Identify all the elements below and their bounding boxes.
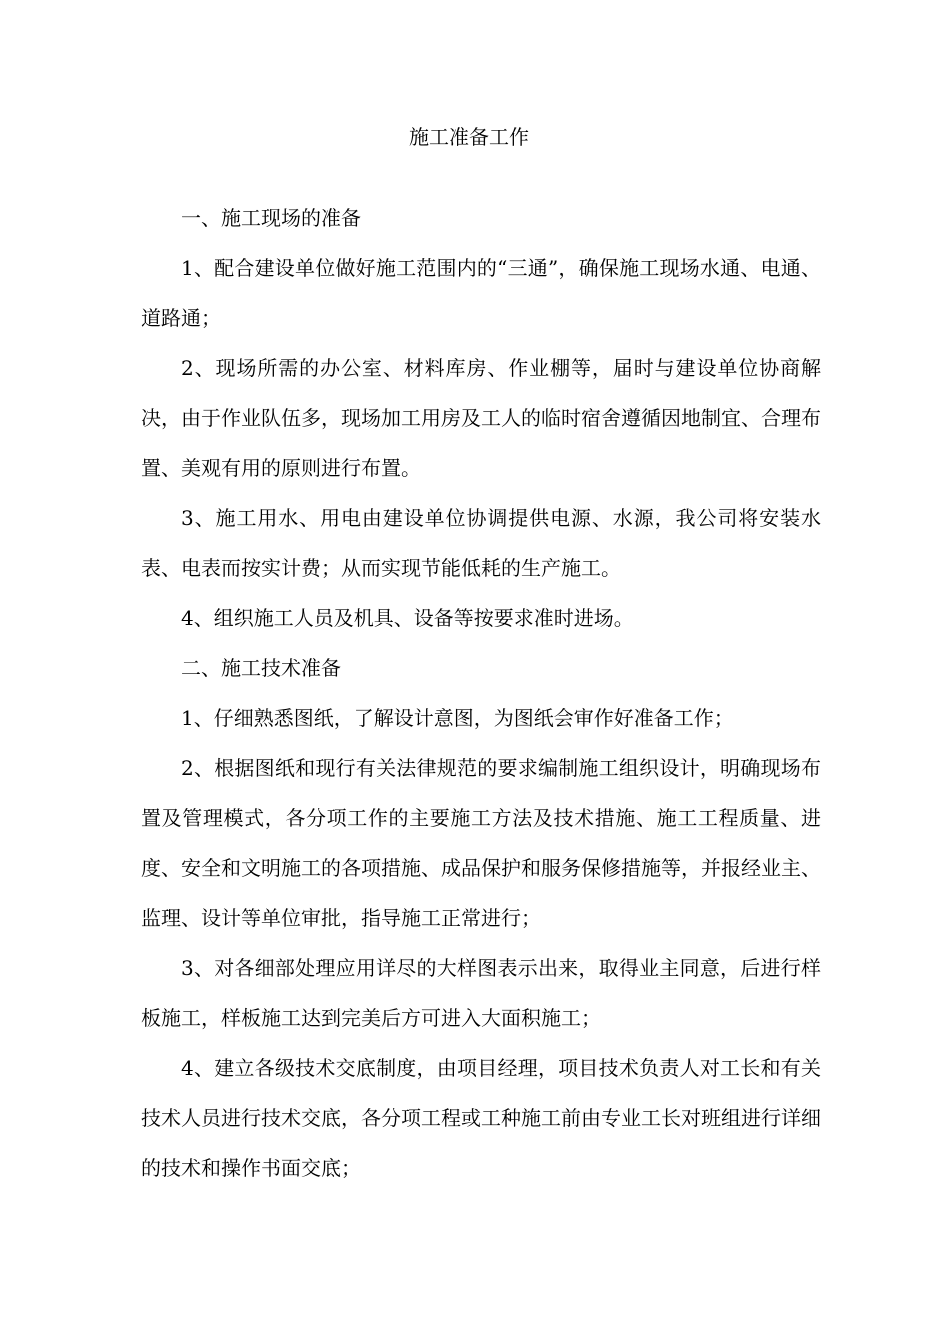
section-heading-site-preparation: 一、施工现场的准备 xyxy=(181,206,361,230)
paragraph-water-electricity: 3、施工用水、用电由建设单位协调提供电源、水源，我公司将安装水表、电表而按实计费；从而实现节能低耗的生产施工。 xyxy=(141,506,821,580)
document-title: 施工准备工作 xyxy=(409,125,529,149)
paragraph-technical-briefing: 4、建立各级技术交底制度，由项目经理，项目技术负责人对工长和有关技术人员进行技术交底，各分项工程或工种施工前由专业工长对班组进行详细的技术和操作书面交底； xyxy=(141,1056,821,1180)
section-heading-technical-preparation: 二、施工技术准备 xyxy=(181,656,341,680)
paragraph-temporary-facilities: 2、现场所需的办公室、材料库房、作业棚等，届时与建设单位协商解决，由于作业队伍多，现场加工用房及工人的临时宿舍遵循因地制宜、合理布置、美观有用的原则进行布置。 xyxy=(141,356,821,480)
paragraph-three-connections: 1、配合建设单位做好施工范围内的“三通”，确保施工现场水通、电通、道路通； xyxy=(141,256,821,330)
paragraph-construction-plan: 2、根据图纸和现行有关法律规范的要求编制施工组织设计，明确现场布置及管理模式，各分项工作的主要施工方法及技术措施、施工工程质量、进度、安全和文明施工的各项措施、成品保护和服务保修措施等，并报经业主、监理、设计等单位审批，指导施工正常进行； xyxy=(141,756,821,930)
paragraph-drawing-review: 1、仔细熟悉图纸，了解设计意图，为图纸会审作好准备工作； xyxy=(181,706,734,730)
paragraph-sample-construction: 3、对各细部处理应用详尽的大样图表示出来，取得业主同意，后进行样板施工，样板施工达到完美后方可进入大面积施工； xyxy=(141,956,821,1030)
document-body xyxy=(141,193,821,1193)
paragraph-personnel-entry: 4、组织施工人员及机具、设备等按要求准时进场。 xyxy=(181,606,634,630)
